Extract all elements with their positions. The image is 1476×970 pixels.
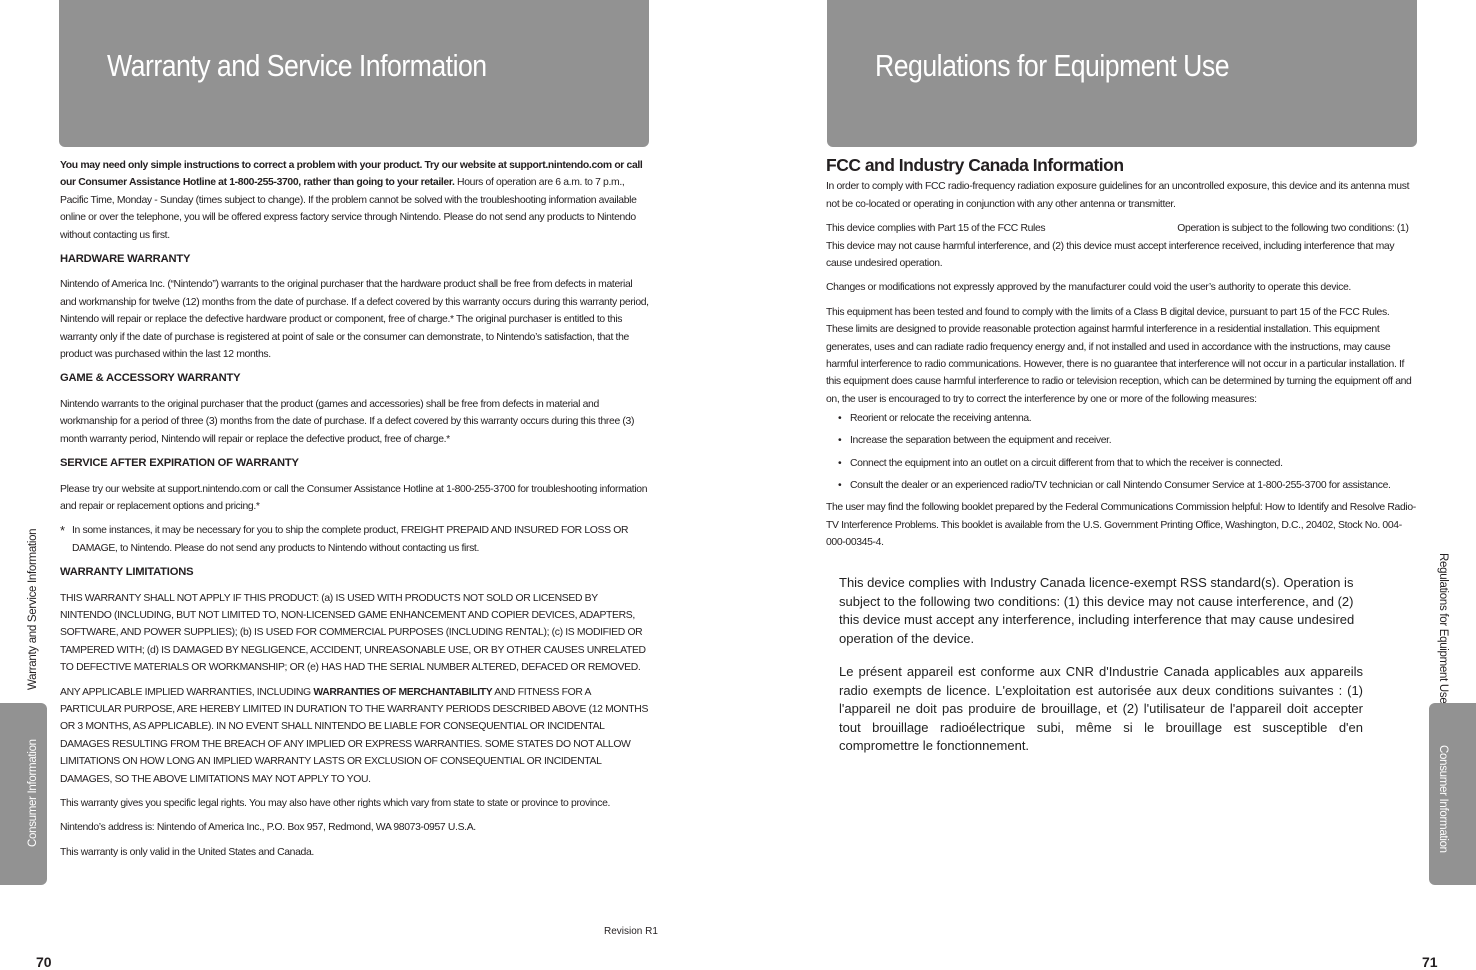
list-item <box>826 455 1418 472</box>
right-banner-title: Regulations for Equipment Use <box>875 48 1230 83</box>
asterisk-text: In some instances, it may be necessary for you to ship the complete product, FREIGHT PREPAID AND INSURED FOR LOSS OR DAMAGE, to Nintendo. Please do not send any products to Nintendo without contacting us first. <box>72 525 629 554</box>
service-text: Please try our website at support.nintendo.com or call the Consumer Assistance Hotline at 1-800-255-3700 for troubleshooting information and repair or replacement options and pricing.* <box>60 483 648 512</box>
measures-list <box>826 410 1418 494</box>
rights-text: This warranty gives you specific legal rights. You may also have other rights which vary from state to state or province to province. <box>60 798 611 809</box>
bullet-text: Consult the dealer or an experienced radio/TV technician or call Nintendo Consumer Service at 1-800-255-3700 for assistance. <box>850 479 1391 491</box>
bullet-mark: • <box>838 479 842 491</box>
right-page-number: 71 <box>1422 954 1438 970</box>
canada-en-text: This device complies with Industry Canada licence-exempt RSS standard(s). Operation is subject to the following two conditions: (1) this device may not cause interference, and (2) this device must accept any interference, including interference that may cause undesired operation of the device. <box>839 575 1355 646</box>
list-item <box>826 410 1418 427</box>
left-banner-title: Warranty and Service Information <box>107 48 487 83</box>
intro-paragraph <box>60 157 650 244</box>
right-tab-label: Consumer Information <box>1437 745 1449 853</box>
hardware-heading: HARDWARE WARRANTY <box>60 253 191 266</box>
left-page-number: 70 <box>36 954 52 970</box>
game-text: Nintendo warrants to the original purchaser that the product (games and accessories) shall be free from defects in material and workmanship for a period of three (3) months from the date of purchase. If a defect covered by this warranty occurs during this three (3) month warranty period, Nintendo will repair or replace the defective product, free of charge.* <box>60 398 635 445</box>
fcc-paragraph-4: This equipment has been tested and found to comply with the limits of a Class B digital device, pursuant to part 15 of the FCC Rules. These limits are designed to provide reasonable protection against harmful interference in a residential installation. This equipment generates, uses and can radiate radio frequency energy and, if not installed and used in accordance with the instructions, may cause harmful interference to radio communications. However, there is no guarantee that interference will not occur in a particular installation. If this equipment does cause harmful interference to radio or television reception, which can be determined by turning the equipment off and on, the user is encouraged to try to correct the interference by one or more of the following measures: <box>826 306 1412 405</box>
fcc-p2-start: This device complies with Part 15 of the FCC Rules <box>826 223 1046 235</box>
bullet-text: Reorient or relocate the receiving antenna. <box>850 413 1032 425</box>
hardware-text: Nintendo of America Inc. (“Nintendo”) warrants to the original purchaser that the hardware product shall be free from defects in material and workmanship for twelve (12) months from the date of purchase. If a defect covered by this warranty occurs during this warranty period, Nintendo will repair or replace the defective hardware product or component, free of charge.* The original purchaser is entitled to this warranty only if the date of purchase is registered at point of sale or the consumer can demonstrate, to Nintendo’s satisfaction, that the product was purchased within the last 12 months. <box>60 279 649 361</box>
asterisk-mark: * <box>60 523 65 539</box>
address-text: Nintendo’s address is: Nintendo of America Inc., P.O. Box 957, Redmond, WA 98073-0957 U.S.A. <box>60 822 476 834</box>
canada-fr-text: Le présent appareil est conforme aux CNR d'Industrie Canada applicables aux appareils radio exempts de licence. L'exploitation est autorisée aux deux conditions suivantes : (1) l'appareil ne doit pas produire de brouillage, et (2) l'utilisateur de l'appareil doit accepter tout brouillage radioélectrique subi, même si le brouillage est susceptible d'en compromettre le fonctionnement. <box>839 664 1363 753</box>
implied-warranties-text <box>60 684 650 788</box>
asterisk-note <box>60 522 650 557</box>
intro-rest: Hours of operation are 6 a.m. to 7 p.m., Pacific Time, Monday - Sunday (times subject to change). If the problem cannot be solved with the troubleshooting information available online or over the telephone, you will be offered express factory service through Nintendo. Please do not send any products to Nintendo without contacting us first. <box>60 177 637 241</box>
service-heading: SERVICE AFTER EXPIRATION OF WARRANTY <box>60 457 299 470</box>
fcc-title: FCC and Industry Canada Information <box>826 155 1124 175</box>
bullet-mark: • <box>838 457 842 469</box>
bullet-mark: • <box>838 435 842 447</box>
fcc-paragraph-1: In order to comply with FCC radio-frequency radiation exposure guidelines for an uncontrolled exposure, this device and its antenna must not be co-located or operating in conjunction with any other antenna or transmitter. <box>826 181 1410 210</box>
warranty-column <box>60 157 650 868</box>
fcc-p2-rest: Operation is subject to the following two conditions: (1) This device may not cause harmful interference, and (2) this device must accept interference received, including interference that may cause undesired operation. <box>826 223 1409 270</box>
left-side-label: Warranty and Service Information <box>27 528 39 690</box>
fcc-paragraph-5: The user may find the following booklet prepared by the Federal Communications Commission helpful: How to Identify and Resolve Radio-TV Interference Problems. This booklet is available from the U.S. Government Printing Office, Washington, D.C., 20402, Stock No. 004-000-00345-4. <box>826 502 1416 548</box>
implied-bold: WARRANTIES OF MERCHANTABILITY <box>313 686 493 698</box>
bullet-mark: • <box>838 413 842 425</box>
fcc-paragraph-3: Changes or modifications not expressly approved by the manufacturer could void the user’s authority to operate this device. <box>826 282 1351 294</box>
valid-text: This warranty is only valid in the United States and Canada. <box>60 846 314 858</box>
right-side-label: Regulations for Equipment Use <box>1437 553 1449 704</box>
implied-pre: ANY APPLICABLE IMPLIED WARRANTIES, INCLUDING <box>60 686 314 698</box>
implied-post: AND FITNESS FOR A PARTICULAR PURPOSE, ARE HEREBY LIMITED IN DURATION TO THE WARRANTY PERIODS DESCRIBED ABOVE (12 MONTHS OR 3 MONTHS, AS APPLICABLE). IN NO EVENT SHALL NINTENDO BE LIABLE FOR CONSEQUENTIAL OR INCIDENTAL DAMAGES RESULTING FROM THE BREACH OF ANY IMPLIED OR EXPRESS WARRANTIES. SOME STATES DO NOT ALLOW LIMITATIONS ON HOW LONG AN IMPLIED WARRANTY LASTS OR EXCLUSION OF CONSEQUENTIAL OR INCIDENTAL DAMAGES, SO THE ABOVE LIMITATIONS MAY NOT APPLY TO YOU. <box>60 686 649 785</box>
intro-bold: You may need only simple instructions to correct a problem with your product. Try our website at support.nintendo.com or call our Consumer Assistance Hotline at 1-800-255-3700, rather than going to your retailer. <box>60 160 643 189</box>
left-tab-label: Consumer Information <box>27 739 39 847</box>
fcc-column <box>826 157 1418 558</box>
list-item <box>826 432 1418 449</box>
left-consumer-tab[interactable] <box>0 703 47 885</box>
industry-canada-french <box>839 663 1363 756</box>
bullet-text: Connect the equipment into an outlet on a circuit different from that to which the receiver is connected. <box>850 457 1283 469</box>
game-heading: GAME & ACCESSORY WARRANTY <box>60 372 241 385</box>
right-consumer-tab[interactable] <box>1429 703 1476 885</box>
left-banner <box>59 0 649 147</box>
list-item <box>826 477 1418 494</box>
fcc-paragraph-2 <box>826 220 1418 272</box>
right-banner <box>827 0 1417 147</box>
limitations-text: THIS WARRANTY SHALL NOT APPLY IF THIS PRODUCT: (a) IS USED WITH PRODUCTS NOT SOLD OR LICENSED BY NINTENDO (INCLUDING, BUT NOT LIMITED TO, NON-LICENSED GAME ENHANCEMENT AND COPIER DEVICES, ADAPTERS, SOFTWARE, AND POWER SUPPLIES); (b) IS USED FOR COMMERCIAL PURPOSES (INCLUDING RENTAL); (c) IS MODIFIED OR TAMPERED WITH; (d) IS DAMAGED BY NEGLIGENCE, ACCIDENT, UNREASONABLE USE, OR BY OTHER CAUSES UNRELATED TO DEFECTIVE MATERIALS OR WORKMANSHIP; OR (e) HAS HAD THE SERIAL NUMBER ALTERED, DEFACED OR REMOVED. <box>60 592 646 674</box>
limitations-heading: WARRANTY LIMITATIONS <box>60 566 194 579</box>
bullet-text: Increase the separation between the equipment and receiver. <box>850 435 1112 447</box>
revision-label: Revision R1 <box>604 926 658 937</box>
industry-canada-english <box>839 574 1363 648</box>
